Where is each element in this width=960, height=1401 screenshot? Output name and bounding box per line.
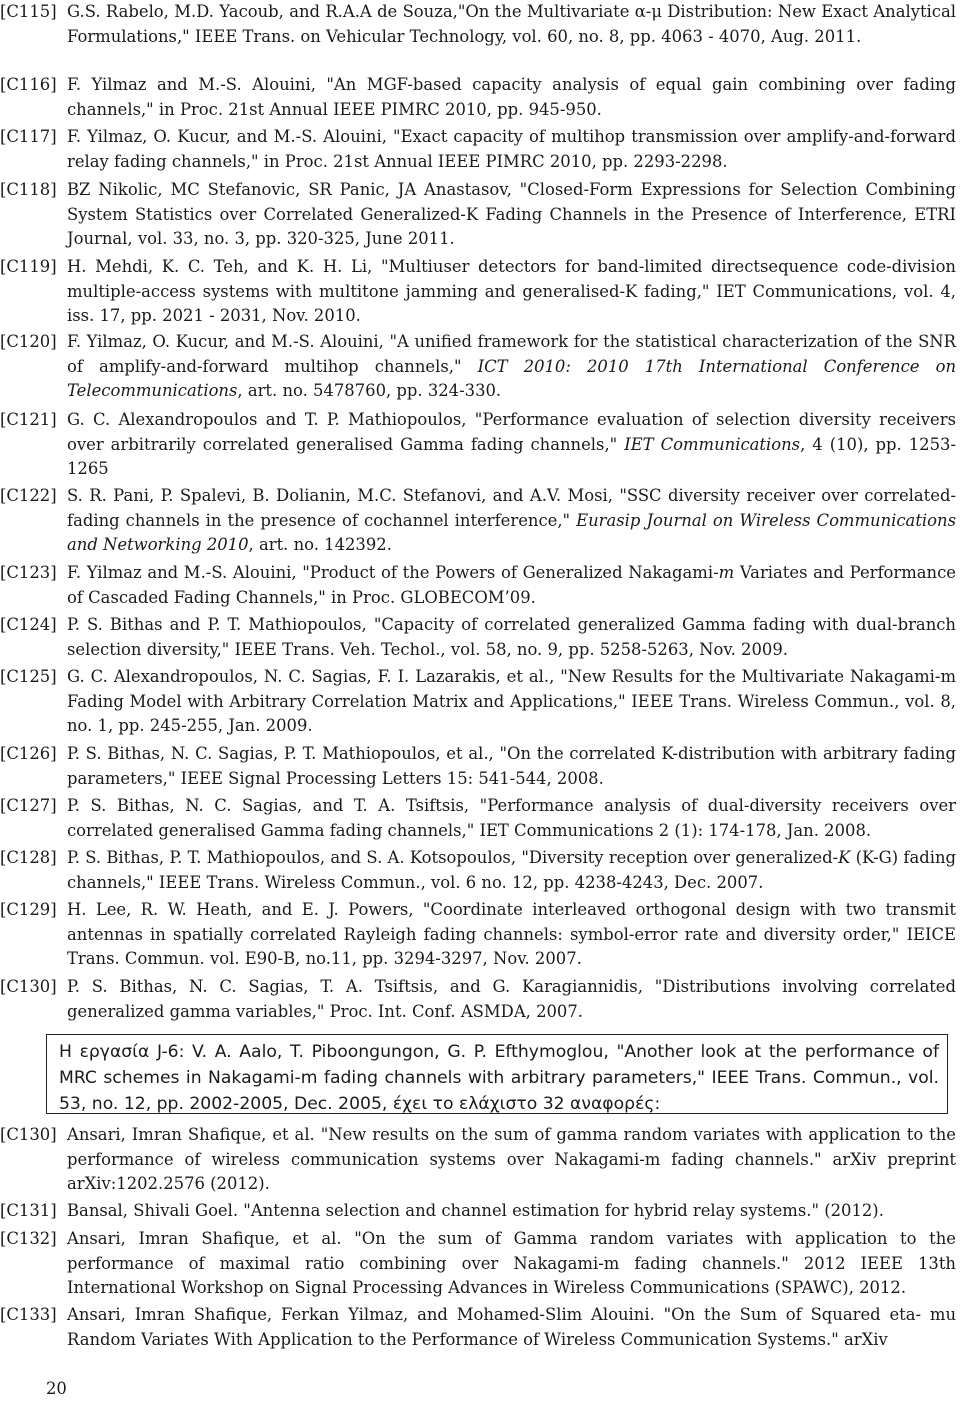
reference-text: P. S. Bithas and P. T. Mathiopoulos, "Capacity of correlated generalized Gamma fading with dual-branch selection diversity," IEEE Trans. Veh. Techol., vol. 58, no. 9, pp. 5258-5263, Nov. 2009. bbox=[67, 615, 956, 659]
reference-label: [C133] bbox=[0, 1305, 57, 1324]
reference-symbol: m bbox=[718, 563, 735, 582]
reference-text: Ansari, Imran Shafique, et al. "On the sum of Gamma random variates with application to the performance of maximal ratio combining over Nakagami-m fading channels." 2012 IEEE 13th International Workshop on Signal Processing Advances in Wireless Communications (SPAWC), 2012. bbox=[67, 1229, 956, 1298]
reference-item bbox=[0, 794, 956, 843]
reference-text: Ansari, Imran Shafique, et al. "New results on the sum of gamma random variates with application to the performance of wireless communication systems over Nakagami-m fading channels." arXiv preprint arXiv:1202.2576 (2012). bbox=[67, 1125, 956, 1194]
reference-label: [C125] bbox=[0, 667, 57, 686]
reference-text: H. Mehdi, K. C. Teh, and K. H. Li, "Multiuser detectors for band-limited directsequence code-division multiple-access systems with multitone jamming and generalised-K fading," IET Communications, vol. 4, iss. 17, pp. 2021 - 2031, Nov. 2010. bbox=[67, 257, 956, 326]
reference-text: Ansari, Imran Shafique, Ferkan Yilmaz, and Mohamed-Slim Alouini. "On the Sum of Squared eta- mu Random Variates With Application to the Performance of Wireless Communication Systems." arXiv bbox=[67, 1305, 956, 1349]
reference-item bbox=[0, 125, 956, 174]
reference-text: G. C. Alexandropoulos and T. P. Mathiopoulos, "Performance evaluation of selection diversity receivers over arbitrarily correlated generalised Gamma fading channels," bbox=[67, 410, 956, 454]
reference-text: F. Yilmaz and M.-S. Alouini, "Product of the Powers of Generalized Nakagami- bbox=[67, 563, 719, 582]
reference-label: [C121] bbox=[0, 410, 57, 429]
reference-label: [C115] bbox=[0, 2, 57, 21]
reference-label: [C130] bbox=[0, 977, 57, 996]
reference-text: , 4 (10), pp. 1253-1265 bbox=[67, 434, 957, 479]
citing-item bbox=[0, 1303, 956, 1352]
reference-label: [C126] bbox=[0, 744, 57, 763]
reference-item bbox=[0, 408, 956, 482]
reference-text: F. Yilmaz and M.-S. Alouini, "An MGF-based capacity analysis of equal gain combining over fading channels," in Proc. 21st Annual IEEE PIMRC 2010, pp. 945-950. bbox=[67, 75, 956, 119]
citing-item bbox=[0, 1199, 956, 1224]
page-number: 20 bbox=[46, 1379, 67, 1398]
reference-text: , art. no. 5478760, pp. 324-330. bbox=[237, 381, 502, 401]
reference-item bbox=[0, 742, 956, 791]
reference-text: (K-G) fading channels," IEEE Trans. Wireless Commun., vol. 6 no. 12, pp. 4238-4243, Dec. 2007. bbox=[67, 848, 956, 892]
reference-item bbox=[0, 613, 956, 662]
citing-item bbox=[0, 1123, 956, 1197]
reference-text: , art. no. 142392. bbox=[248, 535, 392, 555]
reference-label: [C123] bbox=[0, 563, 57, 582]
reference-venue: ICT 2010: 2010 17th International Conference on Telecommunications bbox=[67, 356, 957, 401]
reference-label: [C132] bbox=[0, 1229, 57, 1248]
reference-text: BZ Nikolic, MC Stefanovic, SR Panic, JA Anastasov, "Closed-Form Expressions for Selection Combining System Statistics over Correlated Generalized-K Fading Channels in the Presence of Interference, ETRI Journal, vol. 33, no. 3, pp. 320-325, June 2011. bbox=[67, 180, 956, 249]
reference-text: G.S. Rabelo, M.D. Yacoub, and R.A.A de Souza,"On the Multivariate α-μ Distribution: New Exact Analytical Formulations," IEEE Trans. on Vehicular Technology, vol. 60, no. 8, pp. 4063 - 4070, Aug. 2011. bbox=[67, 2, 956, 46]
reference-item bbox=[0, 898, 956, 972]
reference-item bbox=[0, 178, 956, 252]
reference-text: P. S. Bithas, N. C. Sagias, T. A. Tsiftsis, and G. Karagiannidis, "Distributions involving correlated generalized gamma variables," Proc. Int. Conf. ASMDA, 2007. bbox=[67, 977, 956, 1021]
reference-text: F. Yilmaz, O. Kucur, and M.-S. Alouini, "Exact capacity of multihop transmission over amplify-and-forward relay fading channels," in Proc. 21st Annual IEEE PIMRC 2010, pp. 2293-2298. bbox=[67, 127, 956, 171]
reference-text: S. R. Pani, P. Spalevi, B. Dolianin, M.C. Stefanovi, and A.V. Mosi, "SSC diversity receiver over correlated-fading channels in the presence of cochannel interference," bbox=[67, 486, 956, 530]
reference-item bbox=[0, 484, 956, 558]
reference-label: [C122] bbox=[0, 486, 57, 505]
reference-item bbox=[0, 665, 956, 739]
reference-label: [C130] bbox=[0, 1125, 57, 1144]
reference-text: P. S. Bithas, P. T. Mathiopoulos, and S. A. Kotsopoulos, "Diversity reception over generalized- bbox=[67, 848, 839, 867]
reference-label: [C128] bbox=[0, 848, 57, 867]
reference-text: F. Yilmaz, O. Kucur, and M.-S. Alouini, "A unified framework for the statistical characterization of the SNR of amplify-and-forward multihop channels," bbox=[67, 332, 956, 376]
reference-venue: IET Communications bbox=[624, 434, 801, 454]
reference-item bbox=[0, 846, 956, 895]
reference-text: P. S. Bithas, N. C. Sagias, P. T. Mathiopoulos, et al., "On the correlated K-distribution with arbitrary fading parameters," IEEE Signal Processing Letters 15: 541-544, 2008. bbox=[67, 744, 956, 788]
reference-symbol: K bbox=[838, 848, 851, 867]
reference-label: [C120] bbox=[0, 332, 57, 351]
reference-label: [C124] bbox=[0, 615, 57, 634]
reference-item bbox=[0, 255, 956, 329]
reference-item bbox=[0, 73, 956, 122]
reference-item bbox=[0, 975, 956, 1024]
reference-text: G. C. Alexandropoulos, N. C. Sagias, F. I. Lazarakis, et al., "New Results for the Multivariate Nakagami-m Fading Model with Arbitrary Correlation Matrix and Applications," IEEE Trans. Wireless Commun., vol. 8, no. 1, pp. 245-255, Jan. 2009. bbox=[67, 667, 956, 736]
reference-text: Bansal, Shivali Goel. "Antenna selection and channel estimation for hybrid relay systems." (2012). bbox=[67, 1201, 884, 1220]
reference-label: [C117] bbox=[0, 127, 57, 146]
reference-item bbox=[0, 561, 956, 610]
reference-label: [C116] bbox=[0, 75, 57, 94]
reference-text: H. Lee, R. W. Heath, and E. J. Powers, "Coordinate interleaved orthogonal design with two transmit antennas in spatially correlated Rayleigh fading channels: symbol-error rate and diversity order," IEICE Trans. Commun. vol. E90-B, no.11, pp. 3294-3297, Nov. 2007. bbox=[67, 900, 956, 969]
reference-label: [C129] bbox=[0, 900, 57, 919]
reference-label: [C118] bbox=[0, 180, 57, 199]
boxed-note: Η εργασία J-6: V. A. Aalo, T. Piboongungon, G. P. Efthymoglou, "Another look at the performance of MRC schemes in Nakagami-m fading channels with arbitrary parameters," IEEE Trans. Commun., vol. 53, no. 12, pp. 2002-2005, Dec. 2005, έχει το ελάχιστο 32 αναφορές: bbox=[46, 1034, 948, 1114]
reference-label: [C127] bbox=[0, 796, 57, 815]
reference-venue: Eurasip Journal on Wireless Communications and Networking 2010 bbox=[67, 510, 956, 555]
reference-text: Variates and Performance of Cascaded Fading Channels," in Proc. GLOBECOM’09. bbox=[67, 563, 956, 607]
citing-item bbox=[0, 1227, 956, 1301]
reference-label: [C131] bbox=[0, 1201, 57, 1220]
reference-label: [C119] bbox=[0, 257, 57, 276]
reference-item bbox=[0, 0, 956, 49]
reference-text: P. S. Bithas, N. C. Sagias, and T. A. Tsiftsis, "Performance analysis of dual-diversity receivers over correlated generalised Gamma fading channels," IET Communications 2 (1): 174-178, Jan. 2008. bbox=[67, 796, 956, 840]
reference-item bbox=[0, 330, 956, 404]
